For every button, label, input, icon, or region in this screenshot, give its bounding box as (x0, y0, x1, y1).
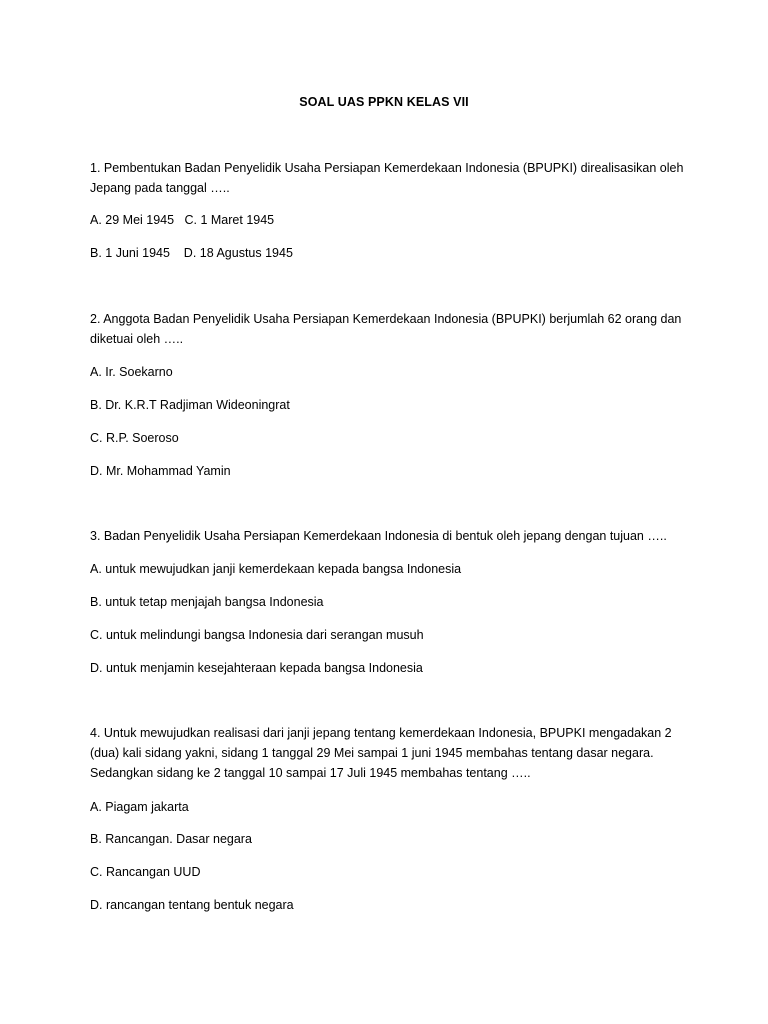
question-3-text: 3. Badan Penyelidik Usaha Persiapan Kemerdekaan Indonesia di bentuk oleh jepang dengan tujuan ….. (90, 529, 667, 543)
question-2-option-c: C. R.P. Soeroso (90, 431, 179, 445)
question-3-option-b: B. untuk tetap menjajah bangsa Indonesia (90, 595, 324, 609)
page-title: SOAL UAS PPKN KELAS VII (299, 95, 469, 109)
question-4-option-a: A. Piagam jakarta (90, 800, 189, 814)
question-2-option-b: B. Dr. K.R.T Radjiman Wideoningrat (90, 398, 290, 412)
question-3-option-a: A. untuk mewujudkan janji kemerdekaan kepada bangsa Indonesia (90, 562, 462, 576)
question-2-option-a: A. Ir. Soekarno (90, 365, 173, 379)
question-2-text: 2. Anggota Badan Penyelidik Usaha Persiapan Kemerdekaan Indonesia (BPUPKI) berjumlah 62 orang dan diketuai oleh ….. (90, 312, 682, 346)
question-3-option-d: D. untuk menjamin kesejahteraan kepada bangsa Indonesia (90, 661, 423, 675)
question-1-text: 1. Pembentukan Badan Penyelidik Usaha Persiapan Kemerdekaan Indonesia (BPUPKI) direalisasikan oleh Jepang pada tanggal ….. (90, 161, 684, 195)
question-1-option-row-2: B. 1 Juni 1945 D. 18 Agustus 1945 (90, 246, 293, 260)
question-3-option-c: C. untuk melindungi bangsa Indonesia dari serangan musuh (90, 628, 424, 642)
question-4-option-d: D. rancangan tentang bentuk negara (90, 898, 294, 912)
question-1-option-row-1: A. 29 Mei 1945 C. 1 Maret 1945 (90, 213, 275, 227)
question-2-option-d: D. Mr. Mohammad Yamin (90, 464, 231, 478)
question-4-text: 4. Untuk mewujudkan realisasi dari janji jepang tentang kemerdekaan Indonesia, BPUPKI mengadakan 2 (dua) kali sidang yakni, sidang 1 tanggal 29 Mei sampai 1 juni 1945 membahas tentang dasar negara. Sedangkan sidang ke 2 tanggal 10 sampai 17 Juli 1945 membahas tentang ….. (90, 726, 672, 780)
question-4-option-b: B. Rancangan. Dasar negara (90, 832, 252, 846)
question-4-option-c: C. Rancangan UUD (90, 865, 201, 879)
